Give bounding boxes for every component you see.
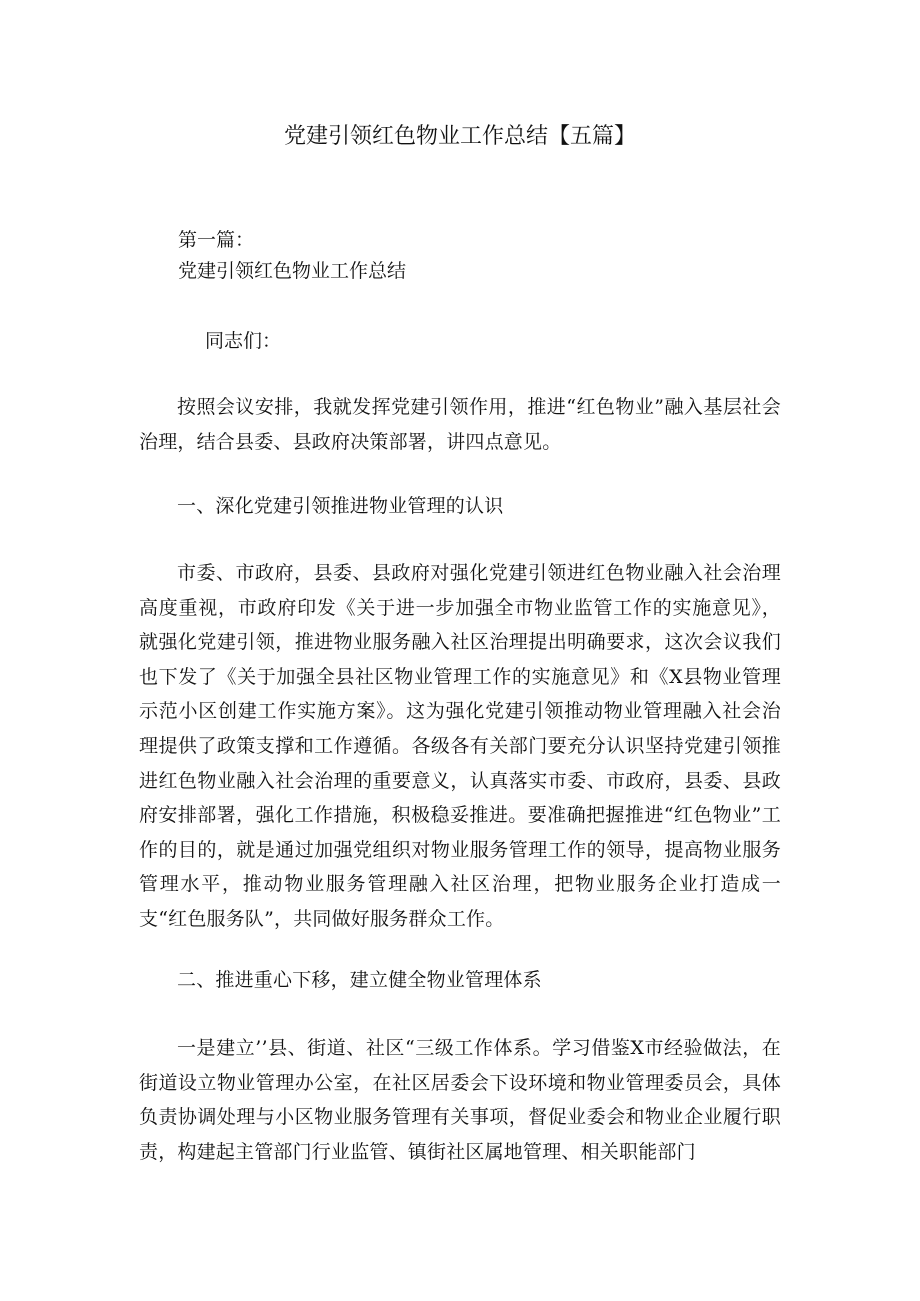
paragraph-section-2: 一是建立’’县、街道、社区“三级工作体系。学习借鉴X市经验做法，在街道设立物业管理办公室，在社区居委会下设环境和物业管理委员会，具体负责协调处理与小区物业服务管理有关事项，督促业委会和物业企业履行职责，构建起主管部门行业监管、镇街社区属地管理、相关职能部门: [139, 1037, 781, 1163]
salutation: 同志们：: [205, 330, 282, 352]
document-title: 党建引领红色物业工作总结【五篇】: [283, 124, 636, 149]
part-title: 党建引领红色物业工作总结: [178, 260, 407, 282]
part-label: 第一篇：: [178, 229, 255, 251]
paragraph-section-1: 市委、市政府，县委、县政府对强化党建引领进红色物业融入社会治理高度重视，市政府印发《关于进一步加强全市物业监管工作的实施意见》，就强化党建引领，推进物业服务融入社区治理提出明确要求，这次会议我们也下发了《关于加强全县社区物业管理工作的实施意见》和《X县物业管理示范小区创建工作实施方案》。这为强化党建引领推动物业管理融入社会治理提供了政策支撑和工作遵循。各级各有关部门要充分认识坚持党建引领推进红色物业融入社会治理的重要意义，认真落实市委、市政府，县委、县政府安排部署，强化工作措施，积极稳妥推进。要准确把握推进“红色物业”工作的目的，就是通过加强党组织对物业服务管理工作的领导，提高物业服务管理水平，推动物业服务管理融入社区治理，把物业服务企业打造成一支“红色服务队”，共同做好服务群众工作。: [139, 562, 781, 930]
paragraph-intro: 按照会议安排，我就发挥党建引领作用，推进“红色物业”融入基层社会治理，结合县委、县政府决策部署，讲四点意见。: [139, 396, 781, 453]
section-heading-2: 二、推进重心下移，建立健全物业管理体系: [177, 969, 542, 991]
section-heading-1: 一、深化党建引领推进物业管理的认识: [177, 495, 504, 517]
